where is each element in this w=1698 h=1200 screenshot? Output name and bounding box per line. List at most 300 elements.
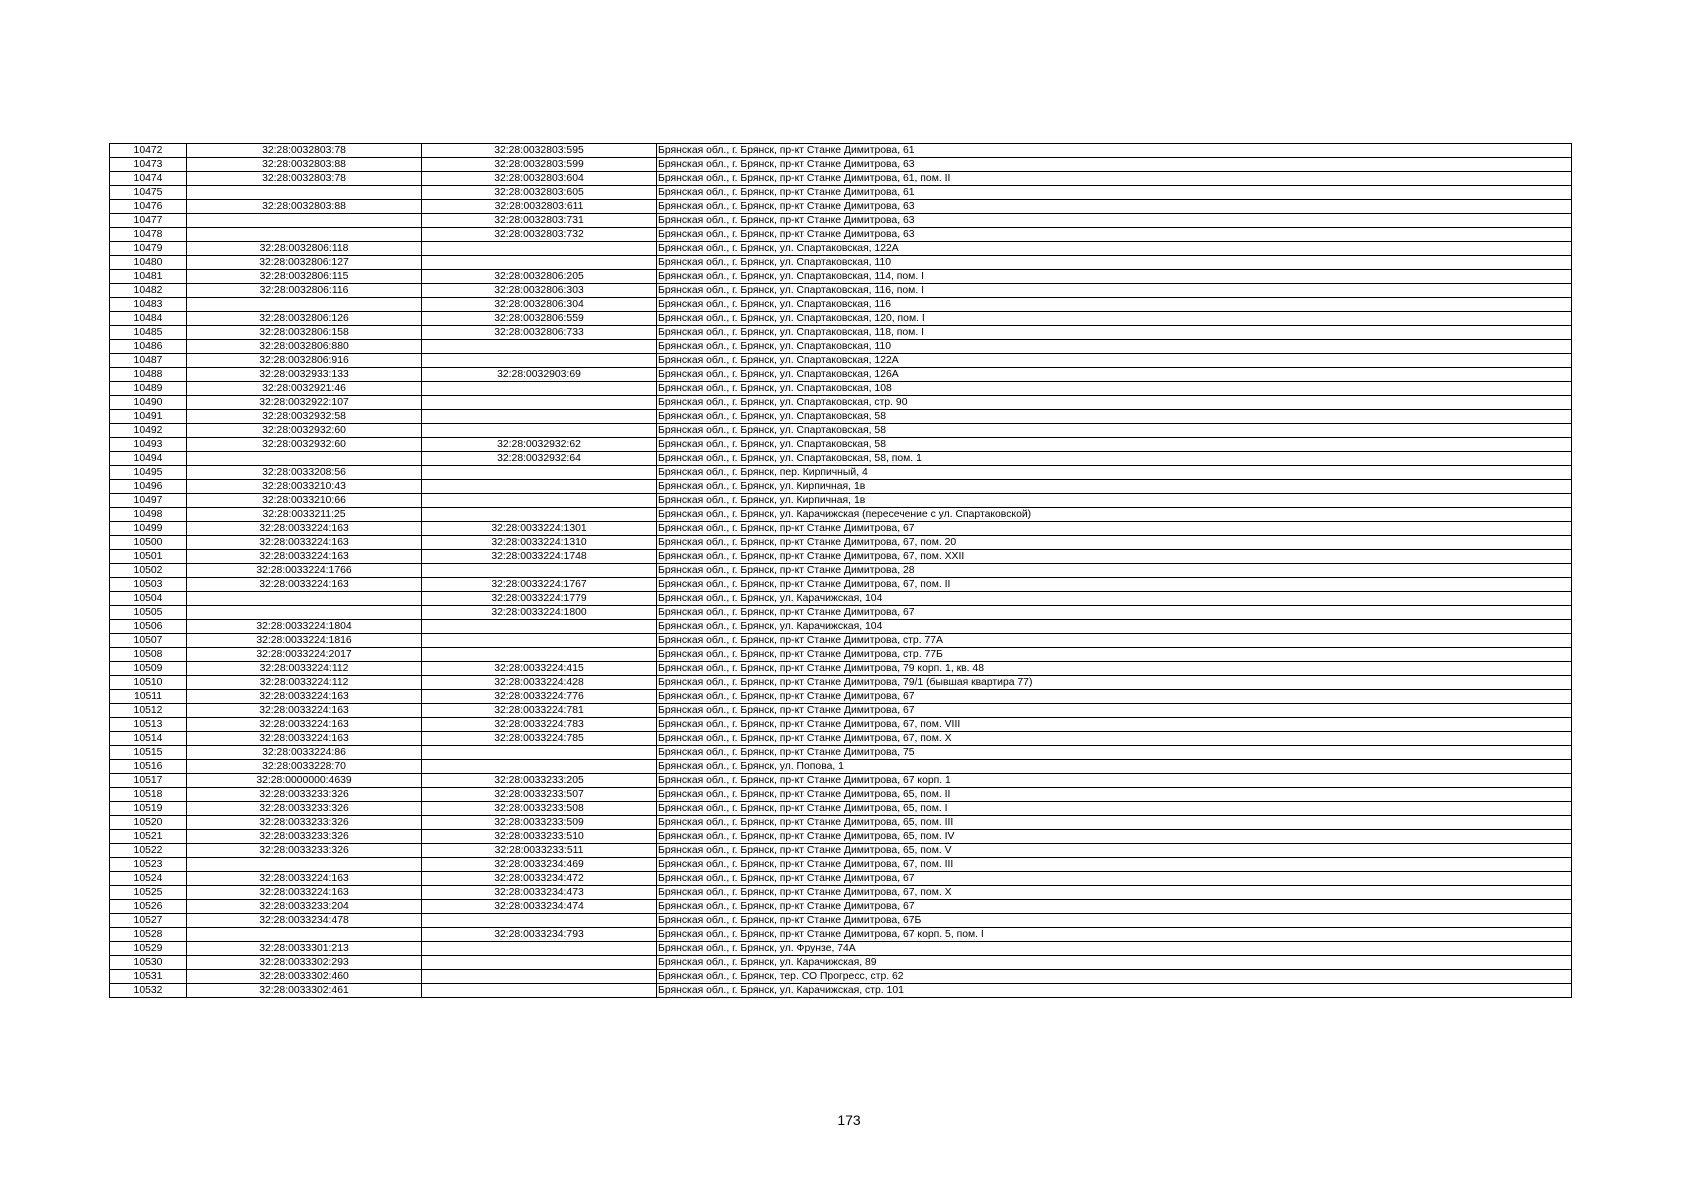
row-number-cell: 10488 <box>110 368 187 382</box>
address-cell: Брянская обл., г. Брянск, пр-кт Станке Димитрова, 67, пом. X <box>657 732 1572 746</box>
row-number-cell: 10481 <box>110 270 187 284</box>
cadastral-object-cell: 32:28:0033224:785 <box>422 732 657 746</box>
address-cell: Брянская обл., г. Брянск, ул. Карачижская, 104 <box>657 620 1572 634</box>
table-row <box>110 368 1572 382</box>
cadastral-object-cell: 32:28:0032803:731 <box>422 214 657 228</box>
cadastral-object-cell <box>422 340 657 354</box>
table-row <box>110 270 1572 284</box>
cadastral-object-cell <box>422 914 657 928</box>
cadastral-object-cell <box>422 424 657 438</box>
address-cell: Брянская обл., г. Брянск, пр-кт Станке Димитрова, 67, пом. VIII <box>657 718 1572 732</box>
row-number-cell: 10490 <box>110 396 187 410</box>
address-cell: Брянская обл., г. Брянск, пр-кт Станке Димитрова, 67, пом. II <box>657 578 1572 592</box>
cadastral-object-cell <box>422 942 657 956</box>
address-cell: Брянская обл., г. Брянск, пр-кт Станке Димитрова, стр. 77Б <box>657 648 1572 662</box>
row-number-cell: 10518 <box>110 788 187 802</box>
cadastral-number-cell: 32:28:0032933:133 <box>187 368 422 382</box>
table-row <box>110 690 1572 704</box>
address-cell: Брянская обл., г. Брянск, пр-кт Станке Димитрова, 79/1 (бывшая квартира 77) <box>657 676 1572 690</box>
address-cell: Брянская обл., г. Брянск, ул. Карачижская, стр. 101 <box>657 984 1572 998</box>
address-cell: Брянская обл., г. Брянск, ул. Спартаковская, 116, пом. I <box>657 284 1572 298</box>
cadastral-number-cell: 32:28:0033234:478 <box>187 914 422 928</box>
cadastral-object-cell: 32:28:0032806:304 <box>422 298 657 312</box>
address-cell: Брянская обл., г. Брянск, пр-кт Станке Димитрова, 67 <box>657 872 1572 886</box>
row-number-cell: 10472 <box>110 144 187 158</box>
cadastral-number-cell: 32:28:0033233:204 <box>187 900 422 914</box>
table-row <box>110 606 1572 620</box>
row-number-cell: 10510 <box>110 676 187 690</box>
row-number-cell: 10521 <box>110 830 187 844</box>
address-cell: Брянская обл., г. Брянск, ул. Карачижская, 89 <box>657 956 1572 970</box>
cadastral-object-cell <box>422 984 657 998</box>
row-number-cell: 10529 <box>110 942 187 956</box>
address-cell: Брянская обл., г. Брянск, ул. Спартаковская, 58 <box>657 410 1572 424</box>
cadastral-number-cell: 32:28:0033208:56 <box>187 466 422 480</box>
registry-table <box>109 143 1572 998</box>
cadastral-object-cell <box>422 508 657 522</box>
address-cell: Брянская обл., г. Брянск, тер. СО Прогресс, стр. 62 <box>657 970 1572 984</box>
table-row <box>110 172 1572 186</box>
cadastral-number-cell: 32:28:0033233:326 <box>187 830 422 844</box>
address-cell: Брянская обл., г. Брянск, ул. Спартаковская, 110 <box>657 256 1572 270</box>
address-cell: Брянская обл., г. Брянск, ул. Кирпичная, 1в <box>657 494 1572 508</box>
row-number-cell: 10475 <box>110 186 187 200</box>
address-cell: Брянская обл., г. Брянск, пр-кт Станке Димитрова, 63 <box>657 214 1572 228</box>
cadastral-number-cell <box>187 228 422 242</box>
cadastral-number-cell: 32:28:0033233:326 <box>187 802 422 816</box>
cadastral-number-cell: 32:28:0033228:70 <box>187 760 422 774</box>
cadastral-object-cell: 32:28:0033234:469 <box>422 858 657 872</box>
cadastral-number-cell: 32:28:0032803:78 <box>187 172 422 186</box>
cadastral-object-cell: 32:28:0033224:1779 <box>422 592 657 606</box>
cadastral-object-cell: 32:28:0033233:507 <box>422 788 657 802</box>
row-number-cell: 10515 <box>110 746 187 760</box>
cadastral-object-cell: 32:28:0033224:781 <box>422 704 657 718</box>
table-row <box>110 592 1572 606</box>
table-row <box>110 718 1572 732</box>
table-row <box>110 844 1572 858</box>
row-number-cell: 10505 <box>110 606 187 620</box>
address-cell: Брянская обл., г. Брянск, ул. Спартаковская, стр. 90 <box>657 396 1572 410</box>
cadastral-number-cell: 32:28:0033224:163 <box>187 732 422 746</box>
cadastral-number-cell: 32:28:0032921:46 <box>187 382 422 396</box>
row-number-cell: 10530 <box>110 956 187 970</box>
cadastral-number-cell: 32:28:0033224:163 <box>187 550 422 564</box>
table-row <box>110 228 1572 242</box>
cadastral-number-cell: 32:28:0033224:1816 <box>187 634 422 648</box>
table-row <box>110 522 1572 536</box>
address-cell: Брянская обл., г. Брянск, ул. Спартаковская, 108 <box>657 382 1572 396</box>
cadastral-object-cell: 32:28:0032803:599 <box>422 158 657 172</box>
address-cell: Брянская обл., г. Брянск, ул. Спартаковская, 120, пом. I <box>657 312 1572 326</box>
cadastral-number-cell: 32:28:0033224:163 <box>187 704 422 718</box>
cadastral-number-cell <box>187 928 422 942</box>
cadastral-object-cell: 32:28:0032806:205 <box>422 270 657 284</box>
cadastral-number-cell: 32:28:0032803:78 <box>187 144 422 158</box>
address-cell: Брянская обл., г. Брянск, ул. Спартаковская, 122А <box>657 242 1572 256</box>
address-cell: Брянская обл., г. Брянск, пр-кт Станке Димитрова, 67, пом. XXII <box>657 550 1572 564</box>
cadastral-object-cell: 32:28:0033233:510 <box>422 830 657 844</box>
cadastral-number-cell: 32:28:0032806:116 <box>187 284 422 298</box>
table-row <box>110 648 1572 662</box>
address-cell: Брянская обл., г. Брянск, пр-кт Станке Димитрова, 61 <box>657 186 1572 200</box>
row-number-cell: 10504 <box>110 592 187 606</box>
cadastral-number-cell: 32:28:0033224:163 <box>187 718 422 732</box>
row-number-cell: 10485 <box>110 326 187 340</box>
row-number-cell: 10502 <box>110 564 187 578</box>
row-number-cell: 10513 <box>110 718 187 732</box>
cadastral-object-cell <box>422 620 657 634</box>
cadastral-number-cell: 32:28:0032803:88 <box>187 200 422 214</box>
cadastral-number-cell: 32:28:0033224:163 <box>187 522 422 536</box>
cadastral-number-cell: 32:28:0032806:115 <box>187 270 422 284</box>
row-number-cell: 10501 <box>110 550 187 564</box>
row-number-cell: 10523 <box>110 858 187 872</box>
cadastral-object-cell: 32:28:0032932:62 <box>422 438 657 452</box>
row-number-cell: 10499 <box>110 522 187 536</box>
row-number-cell: 10503 <box>110 578 187 592</box>
address-cell: Брянская обл., г. Брянск, ул. Спартаковская, 118, пом. I <box>657 326 1572 340</box>
table-row <box>110 480 1572 494</box>
table-row <box>110 564 1572 578</box>
cadastral-object-cell <box>422 564 657 578</box>
address-cell: Брянская обл., г. Брянск, пр-кт Станке Димитрова, 67Б <box>657 914 1572 928</box>
cadastral-object-cell: 32:28:0033224:1301 <box>422 522 657 536</box>
cadastral-object-cell: 32:28:0032806:733 <box>422 326 657 340</box>
address-cell: Брянская обл., г. Брянск, пр-кт Станке Димитрова, 65, пом. IV <box>657 830 1572 844</box>
table-row <box>110 466 1572 480</box>
address-cell: Брянская обл., г. Брянск, пр-кт Станке Димитрова, 67 <box>657 606 1572 620</box>
cadastral-number-cell: 32:28:0033224:1766 <box>187 564 422 578</box>
table-row <box>110 494 1572 508</box>
table-row <box>110 816 1572 830</box>
address-cell: Брянская обл., г. Брянск, пр-кт Станке Димитрова, 65, пом. II <box>657 788 1572 802</box>
row-number-cell: 10512 <box>110 704 187 718</box>
table-row <box>110 858 1572 872</box>
row-number-cell: 10519 <box>110 802 187 816</box>
cadastral-object-cell: 32:28:0032803:611 <box>422 200 657 214</box>
cadastral-object-cell: 32:28:0032932:64 <box>422 452 657 466</box>
cadastral-number-cell: 32:28:0033302:293 <box>187 956 422 970</box>
table-row <box>110 424 1572 438</box>
cadastral-number-cell: 32:28:0032806:880 <box>187 340 422 354</box>
cadastral-object-cell: 32:28:0033234:472 <box>422 872 657 886</box>
cadastral-number-cell: 32:28:0033224:163 <box>187 690 422 704</box>
cadastral-number-cell <box>187 298 422 312</box>
cadastral-number-cell: 32:28:0032806:118 <box>187 242 422 256</box>
address-cell: Брянская обл., г. Брянск, ул. Спартаковская, 58 <box>657 424 1572 438</box>
cadastral-object-cell: 32:28:0033233:205 <box>422 774 657 788</box>
cadastral-number-cell: 32:28:0032932:60 <box>187 424 422 438</box>
row-number-cell: 10483 <box>110 298 187 312</box>
row-number-cell: 10491 <box>110 410 187 424</box>
cadastral-object-cell: 32:28:0032806:559 <box>422 312 657 326</box>
address-cell: Брянская обл., г. Брянск, пр-кт Станке Димитрова, 67, пом. 20 <box>657 536 1572 550</box>
cadastral-object-cell <box>422 760 657 774</box>
table-row <box>110 760 1572 774</box>
row-number-cell: 10516 <box>110 760 187 774</box>
table-row <box>110 144 1572 158</box>
table-row <box>110 340 1572 354</box>
cadastral-number-cell: 32:28:0033233:326 <box>187 844 422 858</box>
row-number-cell: 10527 <box>110 914 187 928</box>
address-cell: Брянская обл., г. Брянск, ул. Спартаковская, 58, пом. 1 <box>657 452 1572 466</box>
page-number: 173 <box>837 1112 861 1128</box>
row-number-cell: 10473 <box>110 158 187 172</box>
cadastral-object-cell <box>422 410 657 424</box>
cadastral-number-cell: 32:28:0032932:60 <box>187 438 422 452</box>
cadastral-number-cell <box>187 186 422 200</box>
row-number-cell: 10479 <box>110 242 187 256</box>
cadastral-object-cell <box>422 256 657 270</box>
cadastral-object-cell: 32:28:0033233:511 <box>422 844 657 858</box>
row-number-cell: 10476 <box>110 200 187 214</box>
row-number-cell: 10496 <box>110 480 187 494</box>
row-number-cell: 10493 <box>110 438 187 452</box>
table-row <box>110 928 1572 942</box>
cadastral-number-cell: 32:28:0033224:2017 <box>187 648 422 662</box>
cadastral-number-cell <box>187 592 422 606</box>
table-row <box>110 550 1572 564</box>
table-row <box>110 200 1572 214</box>
table-row <box>110 914 1572 928</box>
row-number-cell: 10482 <box>110 284 187 298</box>
cadastral-object-cell <box>422 354 657 368</box>
address-cell: Брянская обл., г. Брянск, ул. Спартаковская, 58 <box>657 438 1572 452</box>
address-cell: Брянская обл., г. Брянск, ул. Спартаковская, 122А <box>657 354 1572 368</box>
cadastral-object-cell: 32:28:0032803:605 <box>422 186 657 200</box>
table-row <box>110 704 1572 718</box>
cadastral-number-cell: 32:28:0032806:158 <box>187 326 422 340</box>
cadastral-object-cell: 32:28:0032803:595 <box>422 144 657 158</box>
cadastral-number-cell: 32:28:0033224:1804 <box>187 620 422 634</box>
row-number-cell: 10477 <box>110 214 187 228</box>
cadastral-number-cell: 32:28:0032803:88 <box>187 158 422 172</box>
cadastral-object-cell: 32:28:0032806:303 <box>422 284 657 298</box>
table-row <box>110 662 1572 676</box>
address-cell: Брянская обл., г. Брянск, ул. Попова, 1 <box>657 760 1572 774</box>
cadastral-object-cell: 32:28:0033224:428 <box>422 676 657 690</box>
registry-table-body <box>110 144 1572 998</box>
row-number-cell: 10528 <box>110 928 187 942</box>
row-number-cell: 10517 <box>110 774 187 788</box>
row-number-cell: 10497 <box>110 494 187 508</box>
table-row <box>110 326 1572 340</box>
cadastral-number-cell: 32:28:0033211:25 <box>187 508 422 522</box>
address-cell: Брянская обл., г. Брянск, пр-кт Станке Димитрова, 63 <box>657 158 1572 172</box>
table-row <box>110 732 1572 746</box>
cadastral-number-cell: 32:28:0032806:127 <box>187 256 422 270</box>
cadastral-object-cell: 32:28:0033224:1748 <box>422 550 657 564</box>
cadastral-number-cell: 32:28:0033302:460 <box>187 970 422 984</box>
cadastral-number-cell: 32:28:0000000:4639 <box>187 774 422 788</box>
table-row <box>110 872 1572 886</box>
cadastral-number-cell: 32:28:0032806:126 <box>187 312 422 326</box>
row-number-cell: 10486 <box>110 340 187 354</box>
table-row <box>110 452 1572 466</box>
cadastral-object-cell: 32:28:0033234:793 <box>422 928 657 942</box>
table-row <box>110 634 1572 648</box>
address-cell: Брянская обл., г. Брянск, ул. Спартаковская, 116 <box>657 298 1572 312</box>
cadastral-object-cell: 32:28:0033234:474 <box>422 900 657 914</box>
row-number-cell: 10524 <box>110 872 187 886</box>
cadastral-object-cell: 32:28:0033224:1767 <box>422 578 657 592</box>
cadastral-number-cell: 32:28:0033210:43 <box>187 480 422 494</box>
cadastral-object-cell: 32:28:0033224:1800 <box>422 606 657 620</box>
row-number-cell: 10474 <box>110 172 187 186</box>
address-cell: Брянская обл., г. Брянск, пр-кт Станке Димитрова, 79 корп. 1, кв. 48 <box>657 662 1572 676</box>
row-number-cell: 10489 <box>110 382 187 396</box>
cadastral-number-cell: 32:28:0032806:916 <box>187 354 422 368</box>
table-row <box>110 984 1572 998</box>
cadastral-object-cell <box>422 242 657 256</box>
row-number-cell: 10520 <box>110 816 187 830</box>
address-cell: Брянская обл., г. Брянск, ул. Спартаковская, 114, пом. I <box>657 270 1572 284</box>
table-row <box>110 396 1572 410</box>
address-cell: Брянская обл., г. Брянск, ул. Спартаковская, 110 <box>657 340 1572 354</box>
cadastral-object-cell <box>422 494 657 508</box>
cadastral-number-cell: 32:28:0033224:163 <box>187 536 422 550</box>
row-number-cell: 10511 <box>110 690 187 704</box>
address-cell: Брянская обл., г. Брянск, пер. Кирпичный, 4 <box>657 466 1572 480</box>
address-cell: Брянская обл., г. Брянск, пр-кт Станке Димитрова, 65, пом. I <box>657 802 1572 816</box>
cadastral-object-cell: 32:28:0033224:1310 <box>422 536 657 550</box>
cadastral-object-cell <box>422 648 657 662</box>
table-row <box>110 284 1572 298</box>
table-row <box>110 508 1572 522</box>
row-number-cell: 10478 <box>110 228 187 242</box>
cadastral-number-cell <box>187 858 422 872</box>
table-row <box>110 900 1572 914</box>
cadastral-object-cell <box>422 970 657 984</box>
row-number-cell: 10498 <box>110 508 187 522</box>
table-row <box>110 214 1572 228</box>
cadastral-number-cell: 32:28:0033224:112 <box>187 662 422 676</box>
row-number-cell: 10500 <box>110 536 187 550</box>
address-cell: Брянская обл., г. Брянск, пр-кт Станке Димитрова, 67, пом. III <box>657 858 1572 872</box>
row-number-cell: 10494 <box>110 452 187 466</box>
address-cell: Брянская обл., г. Брянск, пр-кт Станке Димитрова, 63 <box>657 200 1572 214</box>
row-number-cell: 10484 <box>110 312 187 326</box>
cadastral-object-cell <box>422 396 657 410</box>
table-row <box>110 578 1572 592</box>
row-number-cell: 10509 <box>110 662 187 676</box>
table-row <box>110 676 1572 690</box>
row-number-cell: 10492 <box>110 424 187 438</box>
cadastral-object-cell: 32:28:0032903:69 <box>422 368 657 382</box>
row-number-cell: 10507 <box>110 634 187 648</box>
table-row <box>110 802 1572 816</box>
row-number-cell: 10514 <box>110 732 187 746</box>
cadastral-number-cell: 32:28:0033224:163 <box>187 872 422 886</box>
cadastral-number-cell: 32:28:0033233:326 <box>187 816 422 830</box>
cadastral-number-cell: 32:28:0032922:107 <box>187 396 422 410</box>
address-cell: Брянская обл., г. Брянск, пр-кт Станке Димитрова, 61, пом. II <box>657 172 1572 186</box>
address-cell: Брянская обл., г. Брянск, пр-кт Станке Димитрова, 67, пом. X <box>657 886 1572 900</box>
cadastral-object-cell <box>422 480 657 494</box>
cadastral-object-cell: 32:28:0033234:473 <box>422 886 657 900</box>
table-row <box>110 410 1572 424</box>
address-cell: Брянская обл., г. Брянск, пр-кт Станке Димитрова, 65, пом. V <box>657 844 1572 858</box>
table-row <box>110 956 1572 970</box>
row-number-cell: 10522 <box>110 844 187 858</box>
table-row <box>110 242 1572 256</box>
address-cell: Брянская обл., г. Брянск, ул. Карачижская (пересечение с ул. Спартаковской) <box>657 508 1572 522</box>
address-cell: Брянская обл., г. Брянск, пр-кт Станке Димитрова, 63 <box>657 228 1572 242</box>
table-row <box>110 886 1572 900</box>
cadastral-object-cell: 32:28:0033224:776 <box>422 690 657 704</box>
cadastral-number-cell <box>187 606 422 620</box>
cadastral-object-cell: 32:28:0032803:604 <box>422 172 657 186</box>
address-cell: Брянская обл., г. Брянск, пр-кт Станке Димитрова, 67 <box>657 704 1572 718</box>
table-row <box>110 788 1572 802</box>
cadastral-number-cell: 32:28:0033224:163 <box>187 578 422 592</box>
address-cell: Брянская обл., г. Брянск, пр-кт Станке Димитрова, 67 корп. 1 <box>657 774 1572 788</box>
address-cell: Брянская обл., г. Брянск, пр-кт Станке Димитрова, 67 корп. 5, пом. I <box>657 928 1572 942</box>
table-row <box>110 774 1572 788</box>
row-number-cell: 10480 <box>110 256 187 270</box>
table-row <box>110 536 1572 550</box>
row-number-cell: 10495 <box>110 466 187 480</box>
table-row <box>110 970 1572 984</box>
address-cell: Брянская обл., г. Брянск, ул. Спартаковская, 126А <box>657 368 1572 382</box>
cadastral-number-cell: 32:28:0033302:461 <box>187 984 422 998</box>
table-row <box>110 312 1572 326</box>
address-cell: Брянская обл., г. Брянск, пр-кт Станке Димитрова, 67 <box>657 522 1572 536</box>
address-cell: Брянская обл., г. Брянск, ул. Фрунзе, 74А <box>657 942 1572 956</box>
table-row <box>110 354 1572 368</box>
cadastral-number-cell: 32:28:0032932:58 <box>187 410 422 424</box>
row-number-cell: 10487 <box>110 354 187 368</box>
cadastral-object-cell: 32:28:0033233:509 <box>422 816 657 830</box>
cadastral-number-cell: 32:28:0033224:112 <box>187 676 422 690</box>
cadastral-object-cell <box>422 466 657 480</box>
table-row <box>110 438 1572 452</box>
cadastral-object-cell <box>422 382 657 396</box>
row-number-cell: 10506 <box>110 620 187 634</box>
table-row <box>110 830 1572 844</box>
cadastral-object-cell <box>422 634 657 648</box>
address-cell: Брянская обл., г. Брянск, пр-кт Станке Димитрова, 67 <box>657 900 1572 914</box>
cadastral-number-cell: 32:28:0033301:213 <box>187 942 422 956</box>
cadastral-number-cell: 32:28:0033224:86 <box>187 746 422 760</box>
cadastral-object-cell: 32:28:0033233:508 <box>422 802 657 816</box>
cadastral-number-cell <box>187 214 422 228</box>
row-number-cell: 10525 <box>110 886 187 900</box>
cadastral-object-cell <box>422 956 657 970</box>
address-cell: Брянская обл., г. Брянск, пр-кт Станке Димитрова, стр. 77А <box>657 634 1572 648</box>
table-row <box>110 942 1572 956</box>
cadastral-object-cell <box>422 746 657 760</box>
cadastral-object-cell: 32:28:0033224:415 <box>422 662 657 676</box>
row-number-cell: 10531 <box>110 970 187 984</box>
row-number-cell: 10532 <box>110 984 187 998</box>
row-number-cell: 10508 <box>110 648 187 662</box>
cadastral-number-cell <box>187 452 422 466</box>
address-cell: Брянская обл., г. Брянск, пр-кт Станке Димитрова, 65, пом. III <box>657 816 1572 830</box>
cadastral-number-cell: 32:28:0033210:66 <box>187 494 422 508</box>
row-number-cell: 10526 <box>110 900 187 914</box>
address-cell: Брянская обл., г. Брянск, пр-кт Станке Димитрова, 28 <box>657 564 1572 578</box>
table-row <box>110 382 1572 396</box>
cadastral-object-cell: 32:28:0033224:783 <box>422 718 657 732</box>
table-row <box>110 746 1572 760</box>
cadastral-object-cell: 32:28:0032803:732 <box>422 228 657 242</box>
address-cell: Брянская обл., г. Брянск, пр-кт Станке Димитрова, 67 <box>657 690 1572 704</box>
address-cell: Брянская обл., г. Брянск, пр-кт Станке Димитрова, 75 <box>657 746 1572 760</box>
cadastral-number-cell: 32:28:0033224:163 <box>187 886 422 900</box>
address-cell: Брянская обл., г. Брянск, ул. Кирпичная, 1в <box>657 480 1572 494</box>
